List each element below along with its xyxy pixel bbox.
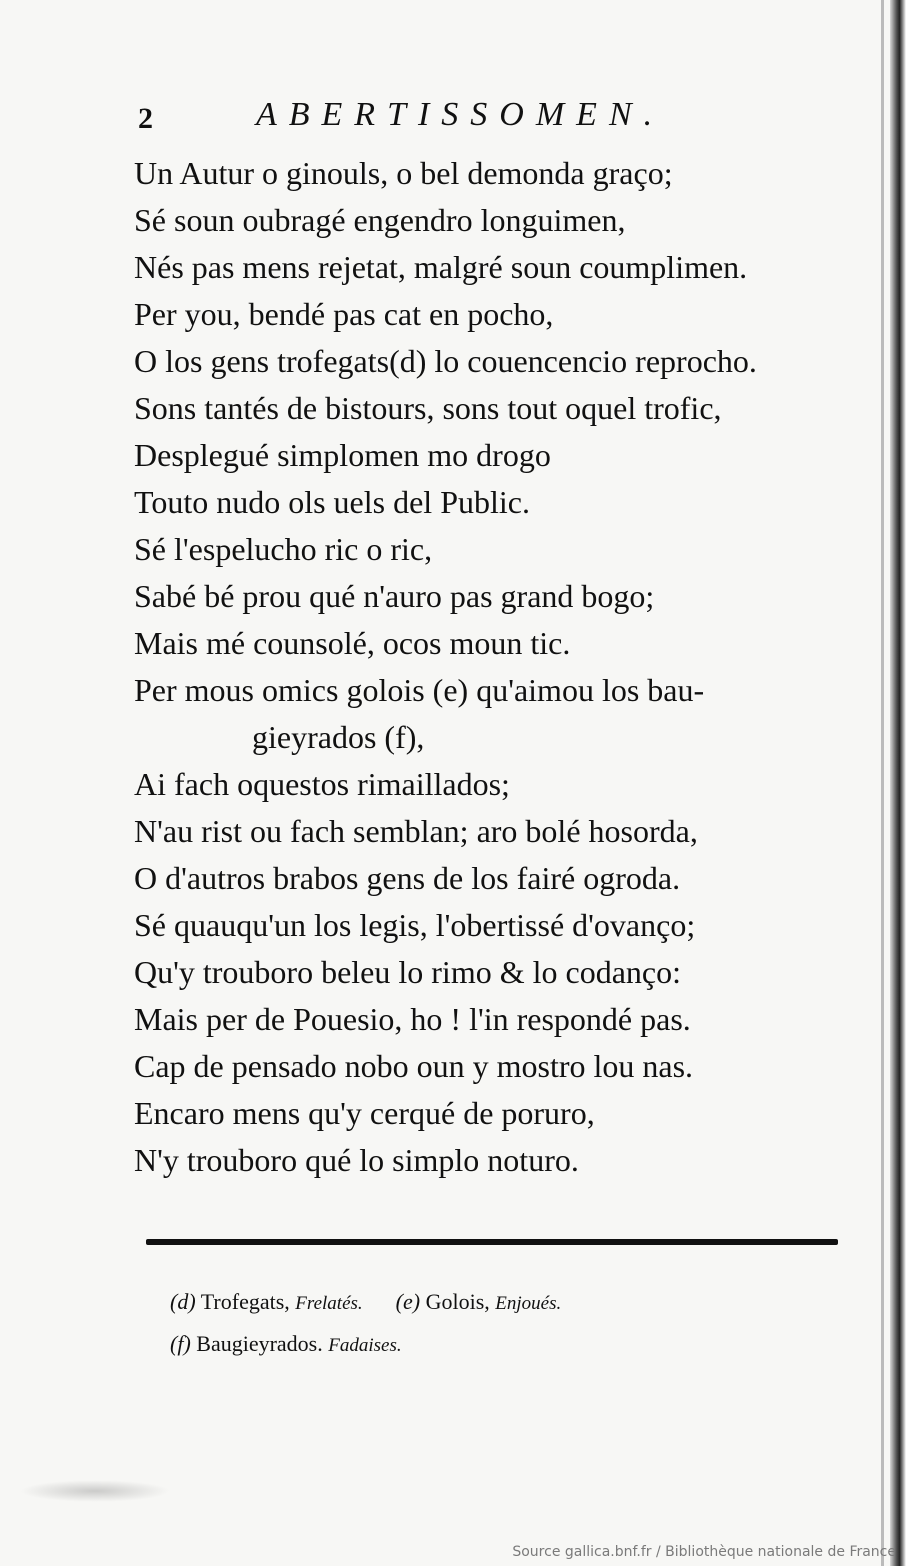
footnote-word-d: Trofegats, xyxy=(200,1289,290,1314)
footnote-gloss-e: Enjoués. xyxy=(495,1293,562,1314)
verse-line: Touto nudo ols uels del Public. xyxy=(134,484,530,520)
verse-line: Sé soun oubragé engendro longuimen, xyxy=(134,202,626,238)
footnote-gloss-d: Frelatés. xyxy=(295,1293,363,1314)
verse-block xyxy=(134,150,854,1184)
footnote-mark-e: (e) xyxy=(395,1289,421,1314)
verse-line: Encaro mens qu'y cerqué de poruro, xyxy=(134,1095,595,1131)
verse-line: O d'autros brabos gens de los fairé ogroda. xyxy=(134,860,681,896)
verse-line: Sé l'espelucho ric o ric, xyxy=(134,531,433,567)
verse-line: Sabé bé prou qué n'auro pas grand bogo; xyxy=(134,578,655,614)
page-number: 2 xyxy=(138,102,153,135)
verse-line: Un Autur o ginouls, o bel demonda graço; xyxy=(134,155,673,191)
verse-line: Qu'y trouboro beleu lo rimo & lo codanço: xyxy=(134,954,681,990)
footnote-row xyxy=(170,1282,810,1324)
verse-line: Mais mé counsolé, ocos moun tic. xyxy=(134,625,571,661)
running-title: ABERTISSOMEN. xyxy=(256,96,665,133)
verse-line: Per mous omics golois (e) qu'aimou los bau- xyxy=(134,672,705,708)
verse-line: N'y trouboro qué lo simplo noturo. xyxy=(134,1142,579,1178)
verse-line: N'au rist ou fach semblan; aro bolé hosorda, xyxy=(134,813,698,849)
footnote-mark-d: (d) xyxy=(170,1289,196,1314)
verse-line: Ai fach oquestos rimaillados; xyxy=(134,766,510,802)
verse-line: Mais per de Pouesio, ho ! l'in respondé pas. xyxy=(134,1001,691,1037)
source-credit: Source gallica.bnf.fr / Bibliothèque nationale de France xyxy=(512,1544,896,1560)
page-gutter-line xyxy=(881,0,884,1566)
verse-line: Sé quauqu'un los legis, l'obertissé d'ovanço; xyxy=(134,907,696,943)
footnote-row xyxy=(170,1324,810,1366)
footnote-separator-rule xyxy=(146,1239,838,1245)
page-header xyxy=(138,96,778,140)
footnote-word-e: Golois, xyxy=(425,1289,490,1314)
footnote-word-f: Baugieyrados. xyxy=(196,1331,323,1356)
footnotes xyxy=(170,1282,810,1366)
verse-line: Cap de pensado nobo oun y mostro lou nas. xyxy=(134,1048,694,1084)
verse-line-continuation: gieyrados (f), xyxy=(252,719,425,755)
footnote-mark-f: (f) xyxy=(170,1331,191,1356)
verse-line: O los gens trofegats(d) lo couencencio reprocho. xyxy=(134,343,757,379)
footnote-gloss-f: Fadaises. xyxy=(328,1335,402,1356)
verse-line: Desplegué simplomen mo drogo xyxy=(134,437,551,473)
verse-line: Per you, bendé pas cat en pocho, xyxy=(134,296,554,332)
verse-line: Sons tantés de bistours, sons tout oquel trofic, xyxy=(134,390,722,426)
verse-line: Nés pas mens rejetat, malgré soun coumplimen. xyxy=(134,249,748,285)
paper-smudge xyxy=(20,1480,170,1502)
page-edge-shadow xyxy=(890,0,906,1566)
